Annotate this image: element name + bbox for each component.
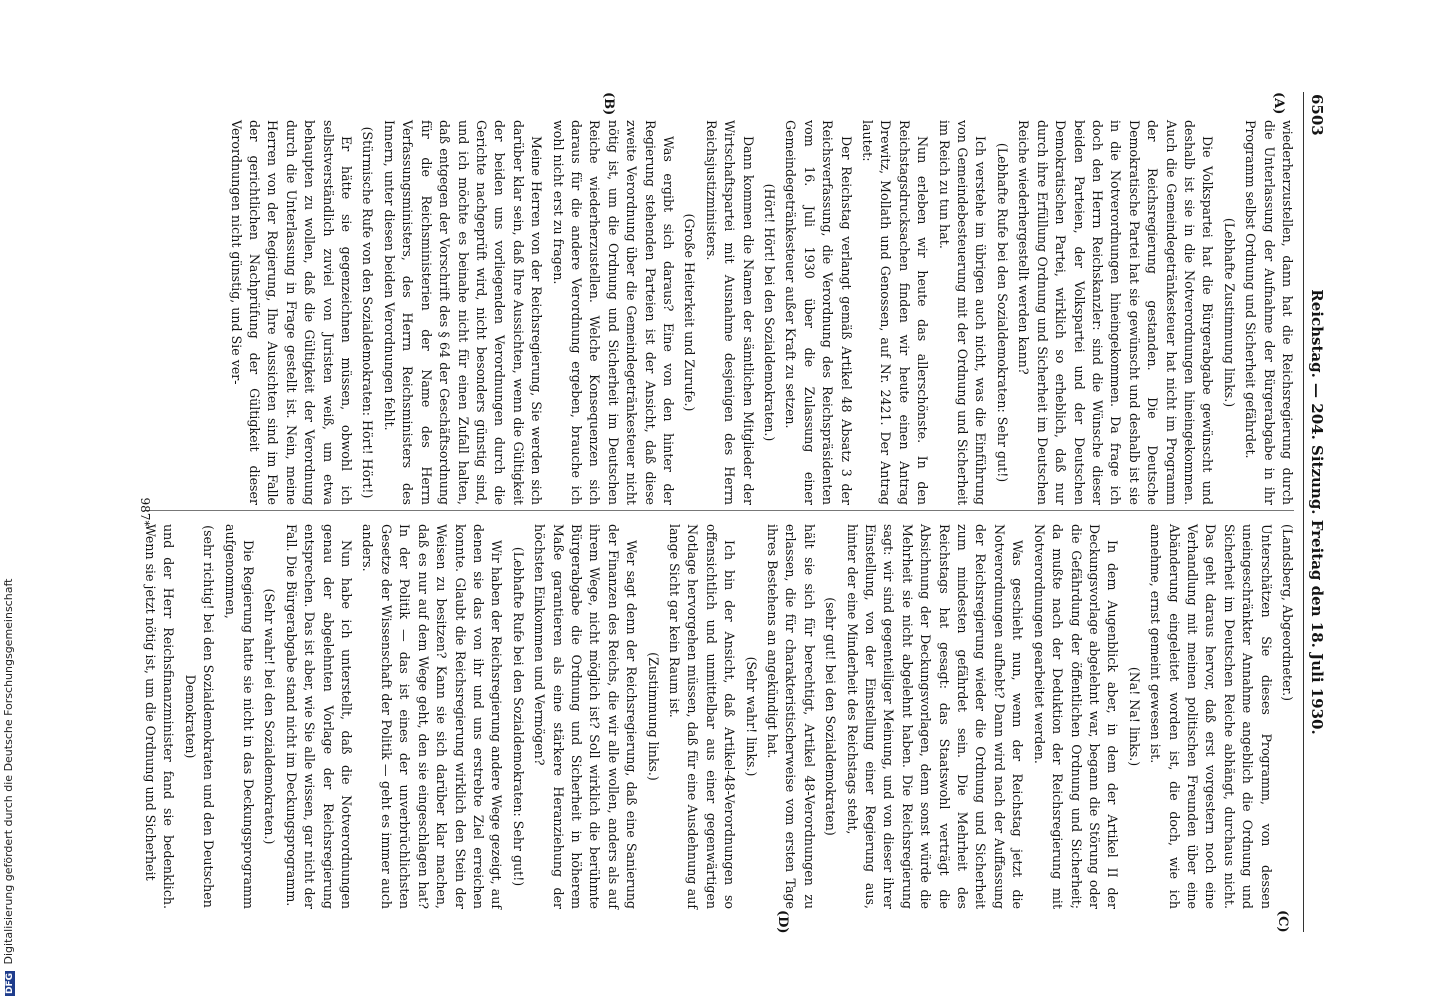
speaker-label: (Landsberg, Abgeordneter.) — [1280, 524, 1295, 701]
reaction-line: (Hört! Hört! bei den Sozialdemokraten.) — [762, 183, 778, 442]
reaction-line: (Sehr wahr! bei den Sozialdemokraten.) — [262, 588, 278, 845]
paragraph: Ich verstehe im übrigen auch nicht, was die Einführung von Gemeindebesteuerung mit der Ordnung und Sicherheit im Reich zu tun hat. — [936, 120, 989, 505]
reaction-line: (Lebhafte Rufe bei den Sozialdemokraten: Sehr gut!) — [994, 142, 1010, 483]
reaction-line: (Stürmische Rufe von den Sozialdemokraten: Hört! Hört!) — [360, 126, 376, 499]
paragraph: Er hätte sie gegenzeichnen müssen, obwohl ich selbstverständlich zuviel von Juristen weiß, um etwa behaupten zu wollen, daß die Gültigkeit der Verordnung durch die Unterlassung in Frage gestellt ist. Nein, meine Herren von der Regierung, Ihre Aussichten sind im Falle der gerichtlichen Nachprüfung der Gültigkeit dieser Verordnungen nicht günstig, und Sie ver- — [228, 120, 355, 505]
reaction-line: (Große Heiterkeit und Zurufe.) — [682, 213, 698, 412]
margin-marker-c: (C) — [1275, 910, 1290, 933]
margin-marker-b: (B) — [601, 92, 616, 116]
document-page — [120, 92, 1330, 932]
dfg-logo: DFG — [5, 972, 15, 994]
paragraph: Nun habe ich unterstellt, daß die Notverordnungen genau der abgelehnten Vorlage der Reichsregierung entsprechen. Das ist aber, wie Sie alle wissen, gar nicht der Fall. Die Bürgerabgabe stand nicht im Deckungsprogramm. — [283, 524, 355, 909]
column-divider — [144, 510, 1294, 511]
credit-text: Digitalisierung gefördert durch die Deutsche Forschungsgemeinschaft — [2, 578, 15, 965]
paragraph: Was ergibt sich daraus? Eine von den hinter der Regierung stehenden Parteien ist der Ansicht, daß diese zweite Verordnung über die Gemeindegetränkesteuer nicht nötig ist, um die Ordnung und Sicherheit im Deutschen Reiche wiederherzustellen. Welche Konsequenzen sich daraus für die andere Verordnung ergeben, brauche ich wohl nicht erst zu fragen. — [550, 120, 676, 505]
footer-page-number: 987* — [138, 497, 152, 527]
page-number-left: 6503 — [1308, 94, 1326, 136]
page-header — [1303, 92, 1330, 932]
margin-marker-d: (D) — [775, 910, 790, 934]
paragraph: Die Regierung hatte sie nicht in das Deckungsprogramm aufgenommen, — [222, 524, 257, 909]
reaction-line: (sehr richtig! bei den Sozialdemokraten und den Deutschen Demokraten) — [182, 525, 217, 908]
paragraph: Was geschieht nun, wenn der Reichstag jetzt die Notverordnungen aufhebt? Dann wird nach der Auffassung der Reichsregierung wieder die Ordnung und Sicherheit zum mindesten gefährdet sein. Die Mehrheit des Reichstags hat gesagt: das Staatswohl verträgt die Absichnung der Deckungsvorlagen, denn sonst würde die Mehrheit sie nicht abgelehnt haben. Die Reichsregierung sagt: wir sind gegenteiliger Meinung, und von dieser ihrer Einstellung, von der Einstellung einer Regierung aus, hinter der eine Minderheit des Reichstags steht, — [844, 524, 1026, 909]
reaction-line: (Lebhafte Zustimmung links.) — [1221, 217, 1237, 408]
text-column-left — [136, 120, 1296, 505]
reaction-line: (Na! Na! links.) — [1126, 666, 1142, 767]
paragraph: In dem Augenblick aber, in dem der Artikel II der Deckungsvorlage abgelehnt war, begann die Störung oder die Gefährdung der öffentlichen Ordnung und Sicherheit; da mußte nach der Deduktion der Reichsregierung mit Notverordnungen gearbeitet werden. — [1031, 524, 1121, 909]
paragraph: hält sie sich für berechtigt, Artikel 48-Verordnungen zu erlassen, die für charakteristischerweise vom ersten Tage ihres Bestehens an angekündigt hat. — [765, 524, 817, 909]
reaction-line: (Lebhafte Rufe bei den Sozialdemokraten: Sehr gut!) — [510, 546, 526, 887]
paragraph: Dann kommen die Namen der sämtlichen Mitglieder der Wirtschaftspartei mit Ausnahme desjenigen des Herrn Reichsjustizministers. — [703, 120, 756, 505]
paragraph: Meine Herren von der Reichsregierung, Sie werden sich darüber klar sein, daß Ihre Aussichten, wenn die Gültigkeit der beiden uns vorliegenden Verordnungen durch die Gerichte nachgeprüft wird, nicht besonders günstig sind, und ich möchte es beinahe nicht für einen Zufall halten, daß entgegen der Vorschrift des § 64 der Geschäftsordnung für die Reichsministerien der Name des Herrn Verfassungsministers, des Herrn Reichsministers des Innern, unter diesen beiden Verordnungen fehlt. — [381, 120, 545, 505]
paragraph: Unterschätzen Sie dieses Programm, von dessen uneingeschränkter Annahme angeblich die Ordnung und Sicherheit im Deutschen Reiche abhängt, durchaus nicht. Das geht daraus hervor, daß erst vorgestern noch eine Verhandlung mit meinen politischen Freunden über eine Abänderung eingeleitet worden ist, die doch, wie ich annehme, ernst gemeint gewesen ist. — [1148, 524, 1274, 909]
paragraph: Wir haben der Reichsregierung andere Wege gezeigt, auf denen sie das von ihr und uns erstrebte Ziel erreichen konnte. Glaubt die Reichsregierung wirklich den Stein der Weisen zu besitzen? Kann sie sich darüber klar machen, daß es nur auf dem Wege geht, den sie eingeschlagen hat? In der Politik — das ist eines der unverbrüchlichsten Gesetze der Wissenschaft der Politik — geht es immer auch anders. — [360, 524, 505, 909]
paragraph: wiederherzustellen, dann hat die Reichsregierung durch die Unterlassung der Aufnahme der Bürgerabgabe in ihr Programm selbst Ordnung und Sicherheit gefährdet. — [1243, 120, 1295, 505]
reaction-line: (sehr gut! bei den Sozialdemokraten) — [823, 597, 839, 836]
paragraph: Wer sagt denn der Reichsregierung, daß eine Sanierung der Finanzen des Reichs, die wir alle wollen, anders als auf ihrem Wege, nicht möglich ist? Soll wirklich die berühmte Bürgerabgabe die Ordnung und Sicherheit in höherem Maße garantieren als eine stärkere Heranziehung der höchsten Einkommen und Vermögen? — [532, 524, 640, 909]
reaction-line: (Zustimmung links.) — [645, 652, 661, 781]
digitization-credit — [0, 0, 20, 1000]
paragraph: und der Herr Reichsfinanzminister fand sie bedenklich. Wenn sie jetzt nötig ist, um die Ordnung und Sicherheit — [143, 524, 177, 909]
reaction-line: (Sehr wahr! links.) — [743, 656, 759, 777]
paragraph: Der Reichstag verlangt gemäß Artikel 48 Absatz 3 der Reichsverfassung, die Verordnung des Reichspräsidenten vom 16. Juli 1930 über die Zulassung einer Gemeindegetränkesteuer außer Kraft zu setzen. — [783, 120, 854, 505]
header-title: Reichstag. — 204. Sitzung. Freitag den 18. Juli 1930. — [1308, 289, 1326, 735]
paragraph: Die Volkspartei hat die Bürgerabgabe gewünscht und deshalb ist sie in die Notverordnungen hineingekommen. Auch die Gemeindegetränkesteuer hat nicht im Programm der Reichsregierung gestanden. Die Deutsche Demokratische Partei hat sie gewünscht und deshalb ist sie in die Notverordnungen hineingekommen. Da frage ich doch den Herrn Reichskanzler: sind die Wünsche dieser beiden Parteien, der Volkspartei und der Deutschen Demokratischen Partei, wirklich so erheblich, daß nur durch ihre Erfüllung Ordnung und Sicherheit im Deutschen Reiche wiederhergestellt werden kann? — [1016, 120, 1216, 505]
paragraph: Ich bin der Ansicht, daß Artikel-48-Verordnungen so offensichtlich und unmittelbar aus einer gegenwärtigen Notlage hervorgehen müssen, daß für eine Ausdehnung auf lange Sicht gar kein Raum ist. — [667, 524, 738, 909]
margin-marker-a: (A) — [1271, 92, 1286, 115]
paragraph: Nun erleben wir heute das allerschönste. In den Reichstagsdrucksachen finden wir heute einen Antrag Drewitz, Mollath und Genossen, auf Nr. 2421. Der Antrag lautet: — [860, 120, 931, 505]
text-column-right — [136, 524, 1296, 909]
